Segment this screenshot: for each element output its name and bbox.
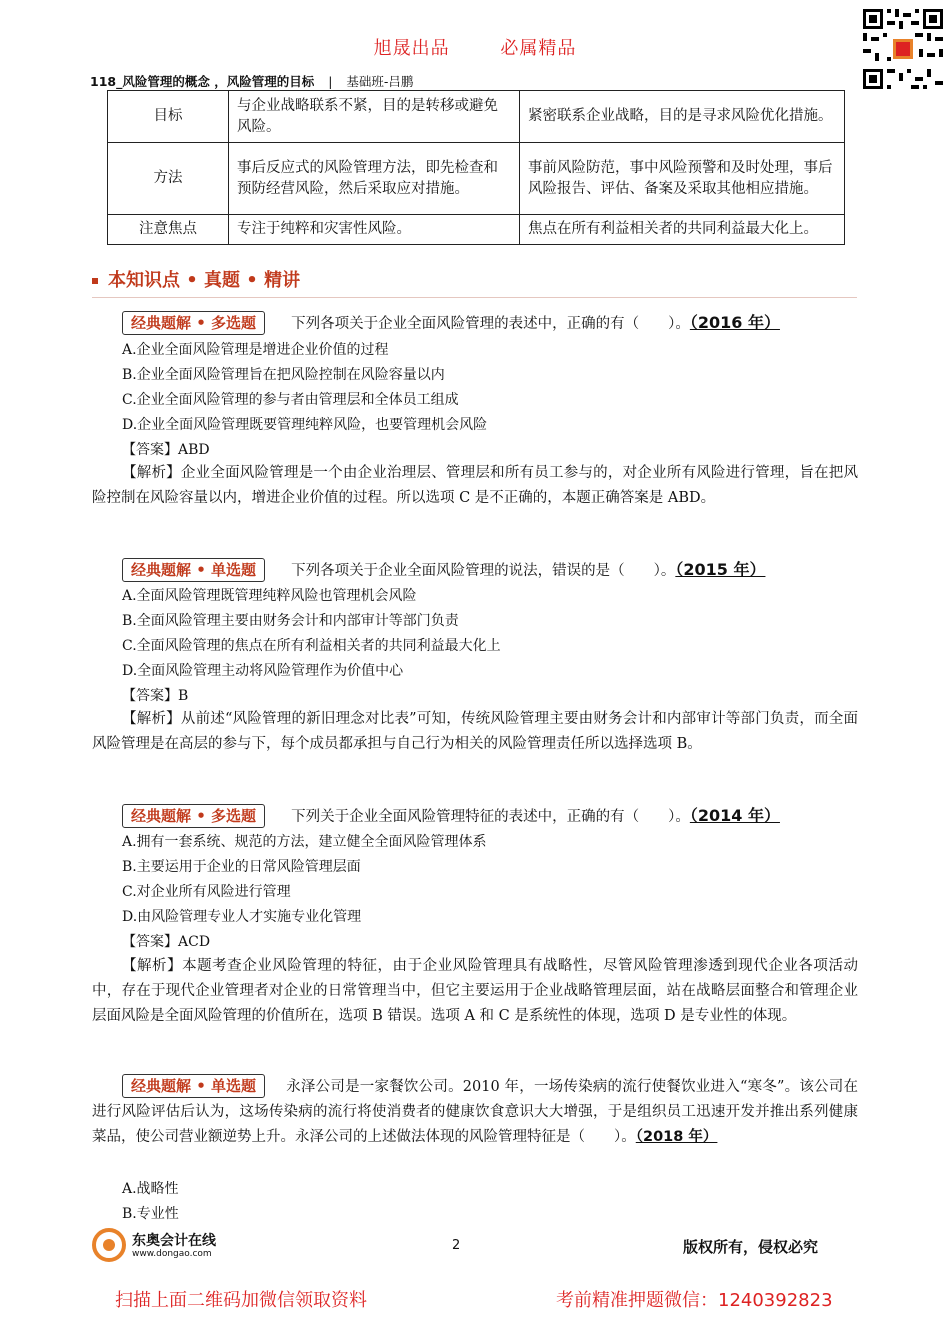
logo-icon [92, 1228, 126, 1262]
cell-comprehensive: 紧密联系企业战略，目的是寻求风险优化措施。 [520, 91, 845, 143]
question-type-badge: 经典题解 • 多选题 [122, 804, 265, 828]
logo-name: 东奥会计在线 [132, 1233, 216, 1249]
promo-left: 扫描上面二维码加微信领取资料 [115, 1290, 367, 1311]
breadcrumb-separator: | [328, 74, 333, 89]
option-d: D.全面风险管理主动将风险管理作为价值中心 [122, 663, 404, 679]
question-type-badge: 经典题解 • 多选题 [122, 311, 265, 335]
promo-right: 考前精准押题微信：1240392823 [556, 1290, 833, 1311]
question-year: （2014 年） [689, 806, 780, 825]
copyright-notice: 版权所有，侵权必究 [683, 1238, 819, 1256]
cell-comprehensive: 焦点在所有利益相关者的共同利益最大化上。 [520, 215, 845, 245]
logo-url: www.dongao.com [132, 1249, 212, 1259]
row-head: 目标 [108, 91, 229, 143]
row-head: 注意焦点 [108, 215, 229, 245]
option-a: A.拥有一套系统、规范的方法，建立健全全面风险管理体系 [122, 834, 487, 850]
brand-left: 旭晟出品 [373, 38, 450, 59]
question-stem: 下列各项关于企业全面风险管理的表述中，正确的有（ ）。 [291, 316, 690, 332]
section-divider [92, 297, 857, 298]
option-a: A.企业全面风险管理是增进企业价值的过程 [122, 342, 389, 358]
page-number: 2 [452, 1238, 461, 1253]
breadcrumb-class: 基础班-吕鹏 [346, 74, 414, 89]
option-a: A.战略性 [122, 1181, 179, 1197]
breadcrumb-title: 118_风险管理的概念 ，风险管理的目标 [90, 74, 315, 89]
question-stem: 下列关于企业全面风险管理特征的表述中，正确的有（ ）。 [291, 809, 690, 825]
question-header [122, 557, 765, 582]
table-row [108, 143, 845, 215]
qr-code-image [860, 6, 946, 92]
row-head: 方法 [108, 143, 229, 215]
answer: 【答案】ACD [122, 934, 211, 950]
question-stem: 永泽公司是一家餐饮公司。2010 年，一场传染病的流行使餐饮业进入“寒冬”。该公司在进行风险评估后认为，这场传染病的流行将使消费者的健康饮食意识大大增强，于是组织员工迅速开发并推出系列健康菜品，使公司营业额逆势上升。永泽公司的上述做法体现的风险管理特征是（ ）。 [92, 1079, 858, 1145]
question-year: （2016 年） [689, 313, 780, 332]
comparison-table [107, 90, 845, 245]
option-b: B.专业性 [122, 1206, 179, 1222]
question-header [122, 310, 780, 335]
question-year: （2015 年） [675, 560, 766, 579]
question-type-badge: 经典题解 • 单选题 [122, 558, 265, 582]
question-block [92, 1074, 858, 1150]
analysis: 【解析】企业全面风险管理是一个由企业治理层、管理层和所有员工参与的，对企业所有风险进行管理，旨在把风险控制在风险容量以内，增进企业价值的过程。所以选项 C 是不正确的，本题正确答案是 ABD。 [92, 465, 858, 506]
question-year: （2018 年） [635, 1129, 718, 1145]
question-header [122, 803, 780, 828]
analysis: 【解析】从前述“风险管理的新旧理念对比表”可知，传统风险管理主要由财务会计和内部审计等部门负责，而全面风险管理是在高层的参与下，每个成员都承担与自己行为相关的风险管理责任所以选择选项 B。 [92, 711, 858, 752]
bullet-icon [92, 278, 98, 284]
option-b: B.企业全面风险管理旨在把风险控制在风险容量以内 [122, 367, 445, 383]
question-stem: 下列各项关于企业全面风险管理的说法，错误的是（ ）。 [291, 563, 676, 579]
answer: 【答案】B [122, 688, 189, 704]
option-d: D.企业全面风险管理既要管理纯粹风险，也要管理机会风险 [122, 417, 488, 433]
answer: 【答案】ABD [122, 442, 210, 458]
option-c: C.企业全面风险管理的参与者由管理层和全体员工组成 [122, 392, 459, 408]
question-type-badge: 经典题解 • 单选题 [122, 1074, 265, 1098]
cell-traditional: 专注于纯粹和灾害性风险。 [229, 215, 520, 245]
section-title: 本知识点 • 真题 • 精讲 [92, 266, 300, 292]
cell-comprehensive: 事前风险防范，事中风险预警和及时处理，事后风险报告、评估、备案及采取其他相应措施。 [520, 143, 845, 215]
brand-right: 必属精品 [500, 38, 577, 59]
breadcrumb [90, 72, 413, 90]
option-b: B.全面风险管理主要由财务会计和内部审计等部门负责 [122, 613, 459, 629]
option-d: D.由风险管理专业人才实施专业化管理 [122, 909, 362, 925]
option-a: A.全面风险管理既管理纯粹风险也管理机会风险 [122, 588, 417, 604]
table-row [108, 91, 845, 143]
cell-traditional: 事后反应式的风险管理方法，即先检查和预防经营风险，然后采取应对措施。 [229, 143, 520, 215]
option-c: C.对企业所有风险进行管理 [122, 884, 291, 900]
header-brand [0, 34, 950, 60]
option-c: C.全面风险管理的焦点在所有利益相关者的共同利益最大化上 [122, 638, 501, 654]
table-row [108, 215, 845, 245]
analysis: 【解析】本题考查企业风险管理的特征，由于企业风险管理具有战略性，尽管风险管理渗透到现代企业各项活动中，存在于现代企业管理者对企业的日常管理当中，但它主要运用于企业战略管理层面，站在战略层面整合和管理企业层面风险是全面风险管理的价值所在，选项 B 错误。选项 A 和 C 是系统性的体现，选项 D 是专业性的体现。 [92, 958, 858, 1024]
option-b: B.主要运用于企业的日常风险管理层面 [122, 859, 361, 875]
cell-traditional: 与企业战略联系不紧，目的是转移或避免风险。 [229, 91, 520, 143]
